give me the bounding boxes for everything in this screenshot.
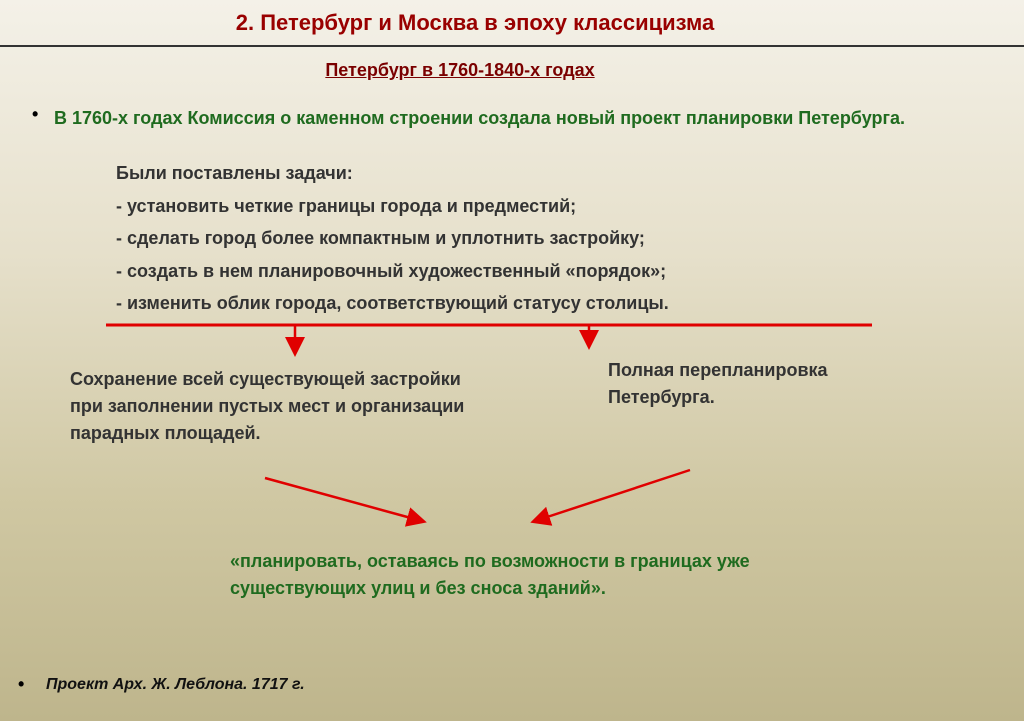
option-replan: Полная перепланировка Петербурга. — [608, 360, 828, 407]
bullet-dot-icon: • — [32, 104, 39, 124]
tasks-heading: Были поставлены задачи: — [116, 163, 353, 183]
arrow-merge-left — [265, 478, 422, 521]
task-item: - создать в нем планировочный художественный «порядок»; — [116, 260, 667, 281]
slide-title-number: 2. — [235, 10, 255, 35]
task-item: - изменить облик города, соответствующий статусу столицы. — [116, 293, 669, 314]
footnote-leblond-project: Проект Арх. Ж. Леблона. 1717 г. — [46, 676, 305, 693]
task-item: - сделать город более компактным и уплотнить застройку; — [116, 228, 645, 249]
intro-text: В 1760-х годах Комиссия о каменном строении создала новый проект планировки Петербурга. — [54, 108, 905, 128]
option-preserve: Сохранение всей существующей застройки при заполнении пустых мест и организации парадных площадей. — [70, 369, 465, 443]
slide-subtitle: Петербург в 1760-1840-х годах — [325, 60, 595, 80]
arrow-merge-right — [535, 470, 690, 521]
slide-title-text: Петербург и Москва в эпоху классицизма — [260, 10, 715, 35]
bullet-dot-icon: • — [18, 674, 25, 694]
resolution-quote: «планировать, оставаясь по возможности в границах уже существующих улиц и без сноса зданий». — [230, 551, 750, 598]
task-item: - установить четкие границы города и предместий; — [116, 195, 577, 216]
